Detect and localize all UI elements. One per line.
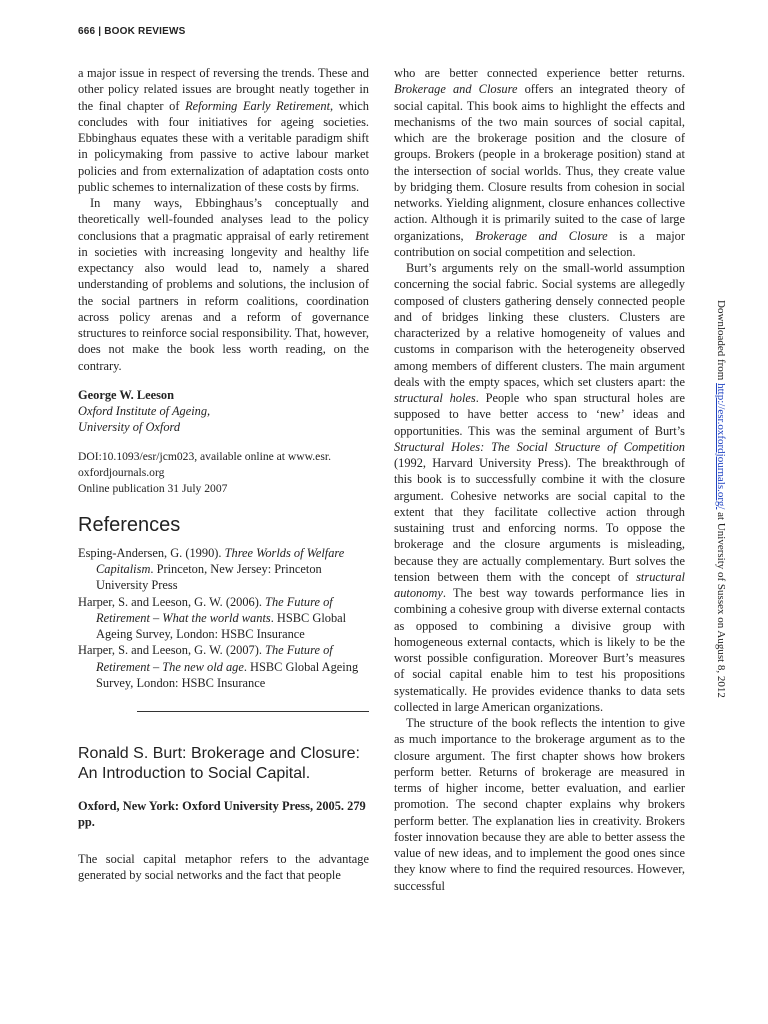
reference-item bbox=[78, 594, 369, 643]
text-run: , which concludes with four initiatives for ageing societies. Ebbinghaus equates these with a veritable paradigm shift in policymaking from passive to active labour market policies and from externalization of adaptation costs onto public schemes to internalization of these costs by firms. bbox=[78, 98, 370, 194]
text-run: Harper, S. and Leeson, G. W. (2006). bbox=[78, 594, 266, 609]
left-paragraph-1 bbox=[78, 65, 369, 195]
italic-text-run: structural holes bbox=[394, 391, 476, 405]
section-divider bbox=[137, 711, 369, 712]
text-run: Harper, S. and Leeson, G. W. (2007). bbox=[78, 643, 266, 658]
right-paragraph-1 bbox=[394, 65, 685, 260]
left-column bbox=[78, 65, 369, 883]
download-suffix: at University of Sussex on August 8, 2012 bbox=[715, 509, 727, 698]
publisher-line: Oxford, New York: Oxford University Press, 2005. 279 pp. bbox=[78, 799, 366, 830]
text-run: Burt’s arguments rely on the small-world assumption concerning the social fabric. Social systems are allegedly composed of clusters gathering densely connected people and of bridges linking these clusters. Clusters are characterized by a relative homogeneity of values and customs in comparison with the heterogeneity observed among members of different clusters. The main argument deals with the empty spaces, which set clusters apart: the bbox=[394, 261, 685, 389]
italic-text-run: structural autonomy bbox=[394, 569, 685, 600]
online-publication-date: Online publication 31 July 2007 bbox=[78, 481, 228, 495]
italic-text-run: Three Worlds of Welfare Capitalism bbox=[96, 545, 345, 576]
text-run: (1992, Harvard University Press). The breakthrough of this book is to successfully combine it with the closure argument. Cohesive networks are social capital to the extent that they facilitate collective action through sustaining trust and enforcing norms. To oppose the brokerage and the closure arguments is misleading, because they are actually complementary. Burt solves the tension between them with the concept of bbox=[394, 456, 685, 584]
left-paragraph-2: In many ways, Ebbinghaus’s conceptually and theoretically well-founded analyses lead to the policy conclusions that a pragmatic appraisal of early retirement in societies with increasing longevity and healthy life expectancy also would lead to, namely a shared understanding of problems and solutions, the inclusion of the social partners in reform coalitions, coordination across policy arenas and a reform of governance structures to reinforce social responsibility. That, however, does not make the book less worth reading, on the contrary. bbox=[78, 196, 369, 373]
review-title: Ronald S. Burt: Brokerage and Closure: An Introduction to Social Capital. bbox=[78, 745, 360, 782]
reference-list bbox=[78, 545, 369, 691]
italic-text-run: The Future of Retirement – The new old age bbox=[96, 643, 333, 674]
text-run: a major issue in respect of reversing the trends. These and other policy related issues are brought neatly together in the final chapter of bbox=[78, 66, 369, 113]
references-heading: References bbox=[78, 513, 181, 536]
right-column bbox=[394, 65, 685, 894]
text-run: offers an integrated theory of social capital. This book aims to highlight the effects and mechanisms of the two main sources of social capital, which are the brokerage position and the closure of groups. Brokers (people in a brokerage position) stand at the intersection of social worlds. Thus, they create value by bridging them. Closure results from cohesion in social networks. Yielding alignment, closure enhances collective action. Although it is primarily suited to the case of large organizations, bbox=[394, 82, 685, 243]
left-paragraph-3: The social capital metaphor refers to the advantage generated by social networks and the fact that people bbox=[78, 851, 369, 882]
text-run: . People who span structural holes are supposed to have better access to ‘new’ ideas and opportunities. This was the seminal argument of Burt’s bbox=[394, 391, 685, 438]
italic-text-run: Reforming Early Retirement bbox=[185, 98, 331, 113]
doi-block bbox=[78, 449, 369, 497]
reviewer-affiliation-1: Oxford Institute of Ageing, bbox=[78, 404, 211, 418]
italic-text-run: Brokerage and Closure bbox=[475, 228, 608, 243]
text-run: Esping-Andersen, G. (1990). bbox=[78, 545, 225, 560]
text-run: . The best way towards performance lies in combining a cohesive group with diverse external contacts as opposed to combining a divisive group with homogeneous external contacts, which is likely to be the worst possible configuration. Moreover Burt’s measures of social capital enable him to test his propositions systematically. He provides evidence thanks to data sets collected in large American organizations. bbox=[394, 586, 685, 714]
running-header: 666 | BOOK REVIEWS bbox=[78, 26, 186, 37]
download-prefix: Downloaded from bbox=[715, 300, 727, 384]
italic-text-run: The Future of Retirement – What the world wants bbox=[96, 594, 333, 625]
text-run: . HSBC Global Ageing Survey, London: HSBC Insurance bbox=[96, 659, 359, 690]
right-paragraph-3: The structure of the book reflects the intention to give as much importance to the brokerage argument as to the closure argument. The first chapter shows how brokers perform better. Returns of brokerage are measured in terms of higher income, better evaluation, and earlier promotion. The second chapter explains why brokers perform better. The explanation lies in creativity. Brokers foster innovation because they are able to better assess the value of new ideas, and to implement the good ones since they know where to find the required resources. However, successful bbox=[394, 716, 685, 893]
doi-line-2: oxfordjournals.org bbox=[78, 465, 165, 479]
download-watermark bbox=[714, 300, 727, 740]
reviewer-affiliation-2: University of Oxford bbox=[78, 420, 181, 435]
italic-text-run: Brokerage and Closure bbox=[394, 82, 518, 97]
text-run: . Princeton, New Jersey: Princeton University Press bbox=[96, 562, 322, 593]
reference-item bbox=[78, 642, 369, 691]
text-run: is a major contribution on social competition and selection. bbox=[394, 228, 685, 259]
journal-link[interactable]: http://esr.oxfordjournals.org/ bbox=[715, 383, 727, 510]
reference-item bbox=[78, 545, 369, 594]
text-run: who are better connected experience better returns. bbox=[394, 66, 685, 80]
reviewer-name: George W. Leeson bbox=[78, 387, 175, 402]
italic-text-run: Structural Holes: The Social Structure of Competition bbox=[394, 439, 685, 454]
doi-line-1: DOI:10.1093/esr/jcm023, available online at www.esr. bbox=[78, 449, 331, 463]
right-paragraph-2 bbox=[394, 260, 685, 715]
text-run: . HSBC Global Ageing Survey, London: HSBC Insurance bbox=[96, 610, 347, 641]
